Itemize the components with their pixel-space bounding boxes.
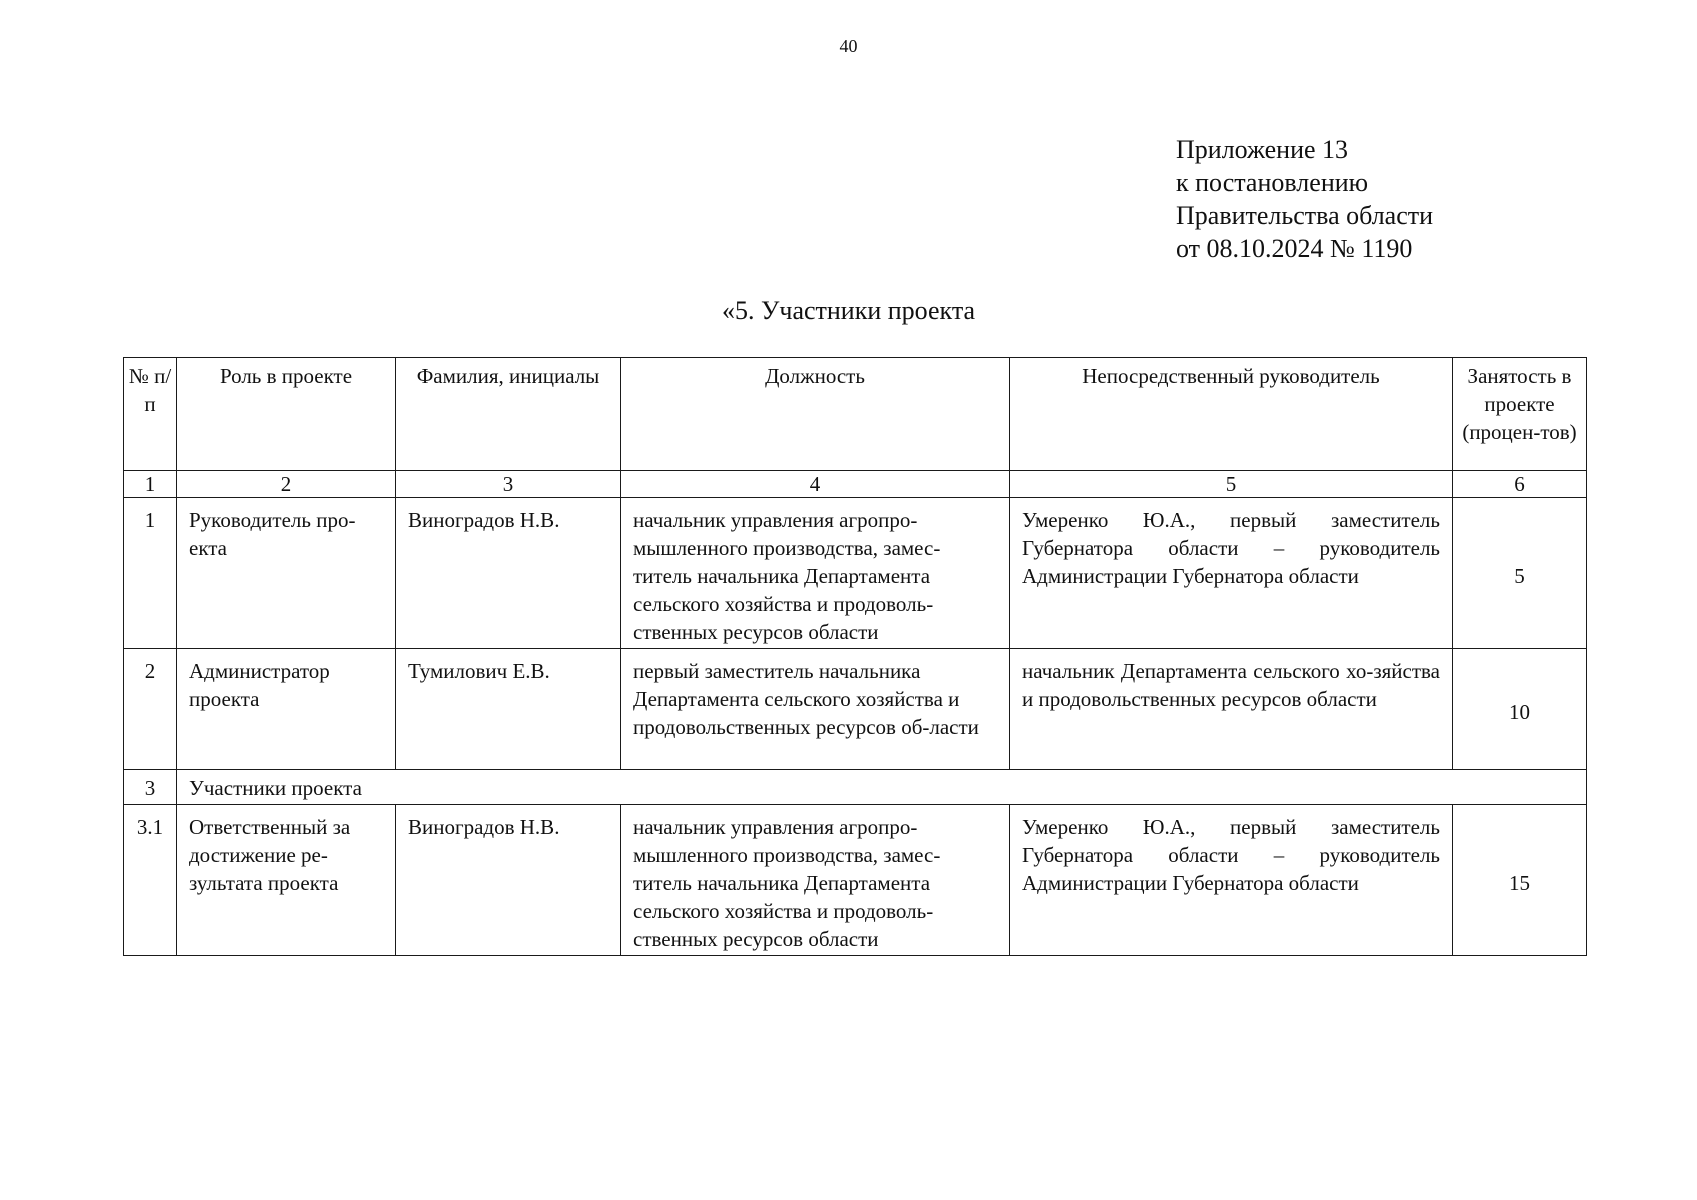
role-cell: Администратор проекта [177,649,396,770]
appendix-block [1176,133,1433,265]
column-number: 3 [396,471,621,498]
header-cell-name: Фамилия, инициалы [396,358,621,471]
position-cell: первый заместитель начальника Департамента сельского хозяйства и продовольственных ресурсов об-ласти [621,649,1010,770]
row-number: 3.1 [124,805,177,956]
appendix-line: Правительства области [1176,201,1434,230]
column-number: 4 [621,471,1010,498]
row-number: 3 [124,770,177,805]
header-cell-manager: Непосредственный руководитель [1010,358,1453,471]
group-label-cell: Участники проекта [177,770,1587,805]
page-number: 40 [839,36,858,56]
column-number: 2 [177,471,396,498]
column-number-row [124,471,1587,498]
table-row [124,649,1587,770]
table-row [124,498,1587,649]
column-number: 6 [1453,471,1587,498]
header-cell-position: Должность [621,358,1010,471]
name-cell: Виноградов Н.В. [396,805,621,956]
manager-cell: Умеренко Ю.А., первый заместитель Губернатора области – руководитель Администрации Губернатора области [1010,498,1453,649]
employment-cell: 15 [1453,805,1587,956]
table-header-row [124,358,1587,471]
column-number: 1 [124,471,177,498]
name-cell: Тумилович Е.В. [396,649,621,770]
role-cell: Ответственный за достижение ре-зультата проекта [177,805,396,956]
table-row [124,805,1587,956]
row-number: 1 [124,498,177,649]
role-cell: Руководитель про-екта [177,498,396,649]
appendix-line: к постановлению [1176,168,1369,197]
manager-cell: Умеренко Ю.А., первый заместитель Губернатора области – руководитель Администрации Губернатора области [1010,805,1453,956]
employment-cell: 10 [1453,649,1587,770]
column-number: 5 [1010,471,1453,498]
employment-cell: 5 [1453,498,1587,649]
table-group-row [124,770,1587,805]
appendix-line: от 08.10.2024 № 1190 [1176,234,1413,263]
name-cell: Виноградов Н.В. [396,498,621,649]
participants-table [123,357,1587,956]
row-number: 2 [124,649,177,770]
position-cell: начальник управления агропро-мышленного производства, замес-титель начальника Департамента сельского хозяйства и продоволь-ственных ресурсов области [621,498,1010,649]
appendix-line: Приложение 13 [1176,135,1349,164]
manager-cell: начальник Департамента сельского хо-зяйства и продовольственных ресурсов области [1010,649,1453,770]
header-cell-no: № п/п [124,358,177,471]
header-cell-employment: Занятость в проекте (процен-тов) [1453,358,1587,471]
position-cell: начальник управления агропро-мышленного производства, замес-титель начальника Департамента сельского хозяйства и продоволь-ственных ресурсов области [621,805,1010,956]
section-title: «5. Участники проекта [721,296,976,325]
header-cell-role: Роль в проекте [177,358,396,471]
